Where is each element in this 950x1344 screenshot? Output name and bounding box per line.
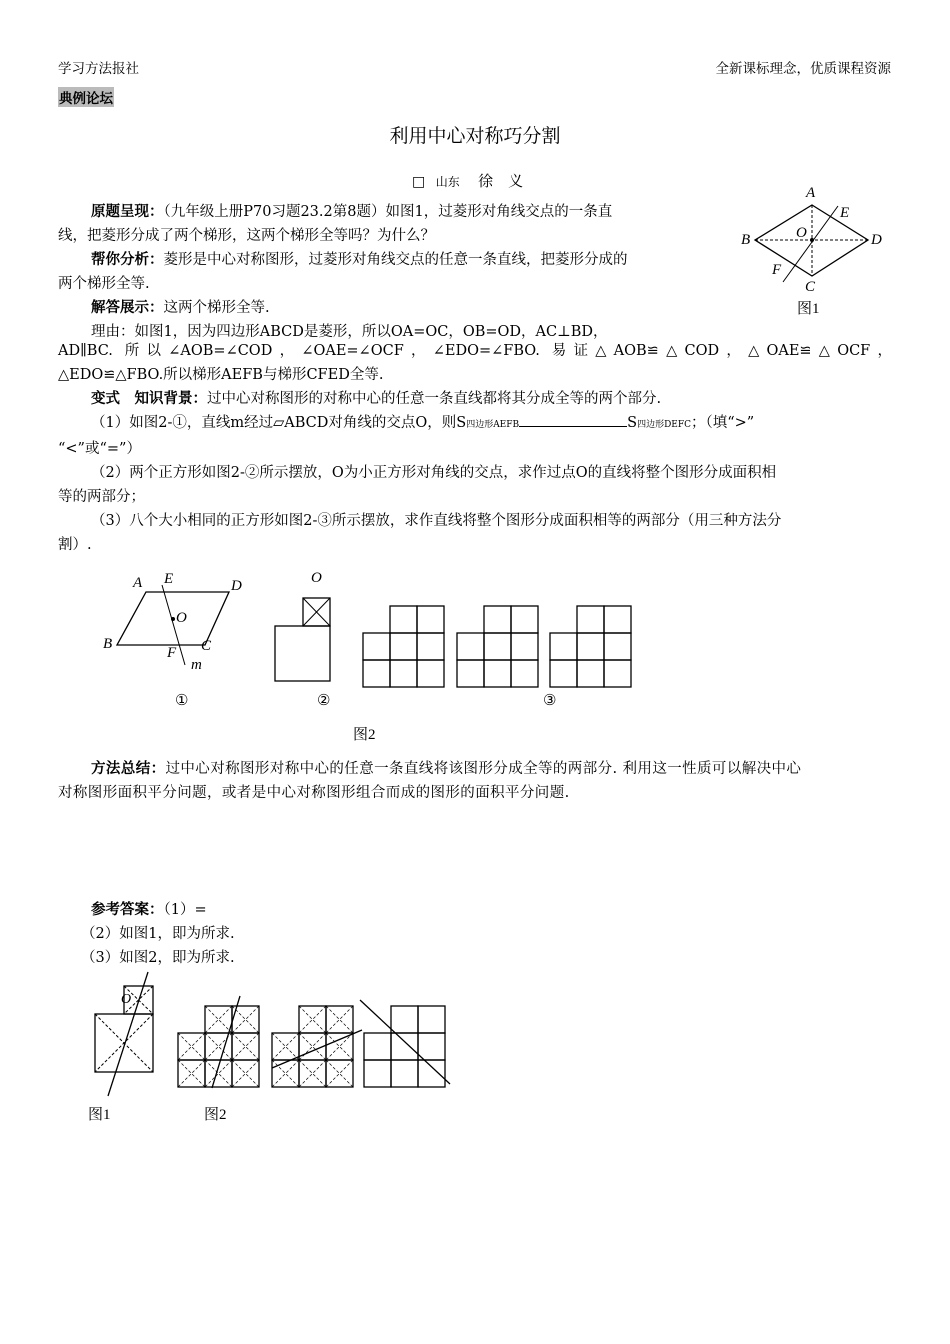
grid-c-cell — [577, 660, 604, 687]
summary-line2: 对称图形面积平分问题，或者是中心对称图形组合而成的图形的面积平分问题. — [58, 785, 570, 801]
label-a-2: A — [133, 575, 143, 591]
grid-c-cell — [550, 660, 577, 687]
ref-caption-2: 图2 — [204, 1107, 227, 1123]
q1-mid: S — [627, 415, 638, 431]
grid-a-cell — [390, 633, 417, 660]
ref-grid-c-cell — [418, 1006, 445, 1033]
grid-b-cell — [457, 633, 484, 660]
ref-answer-line-3 — [272, 1030, 362, 1068]
ref-grid-c-cell — [391, 1033, 418, 1060]
grid-c-cell — [577, 606, 604, 633]
grid-a-cell — [417, 660, 444, 687]
author-region: 山东 — [435, 175, 460, 189]
grid-c-cell — [604, 606, 631, 633]
q3-line2: 割）. — [58, 537, 92, 553]
label-m: m — [191, 657, 202, 673]
page-title: 利用中心对称巧分割 — [389, 125, 561, 147]
author-box: □ — [412, 174, 426, 190]
q1-after: ；（填“>” — [690, 415, 755, 431]
label-a: A — [806, 185, 816, 201]
label-o: O — [796, 225, 807, 241]
label-d-2: D — [231, 578, 242, 594]
answer-text: 这两个梯形全等. — [163, 300, 270, 316]
center-dot-2 — [171, 617, 175, 621]
grid-b-cell — [511, 660, 538, 687]
variant-label: 变式 知识背景： — [91, 390, 207, 407]
ref-grid-c-cell — [391, 1006, 418, 1033]
label-e: E — [840, 205, 850, 221]
label-b: B — [741, 232, 751, 248]
problem-line2: 线，把菱形分成了两个梯形，这两个梯形全等吗？为什么？ — [58, 228, 435, 244]
q2-line1: （2）两个正方形如图2-②所示摆放，O为小正方形对角线的交点，求作过点O的直线将整个图形分成面积相 — [91, 465, 777, 481]
label-f: F — [772, 262, 782, 278]
subcaption-1: ① — [175, 693, 189, 709]
ref-grid-c-cell — [418, 1060, 445, 1087]
grid-a-cell — [390, 660, 417, 687]
label-f-2: F — [167, 645, 177, 661]
label-o-2: O — [176, 610, 187, 626]
label-c: C — [805, 279, 816, 295]
summary-block — [58, 757, 892, 805]
subcaption-2: ② — [317, 693, 331, 709]
problem-line1: （九年级上册P70习题23.2第8题）如图1，过菱形对角线交点的一条直 — [163, 204, 613, 220]
problem-label: 原题呈现： — [91, 203, 164, 220]
reason-line3: △EDO≌△FBO.所以梯形AEFB与梯形CFED全等. — [58, 367, 384, 383]
ref-grid-c-cell — [418, 1033, 445, 1060]
grid-b-cell — [484, 660, 511, 687]
grid-a-cell — [390, 606, 417, 633]
center-dot — [810, 238, 814, 242]
q1-line2: “<”或“=”） — [58, 441, 141, 457]
grid-b-cell — [511, 633, 538, 660]
author-name: 徐 义 — [478, 172, 524, 190]
ref-caption-1: 图1 — [88, 1107, 111, 1123]
header-right: 全新课标理念，优质课程资源 — [715, 61, 891, 77]
q2-line2: 等的两部分； — [58, 489, 145, 505]
subcaption-3: ③ — [543, 693, 557, 709]
q3-line1: （3）八个大小相同的正方形如图2-③所示摆放，求作直线将整个图形分成面积相等的两部分（用三种方法分 — [91, 513, 782, 529]
label-e-2: E — [164, 571, 174, 587]
reason-block — [58, 339, 892, 557]
ref-answer-line-2 — [212, 996, 240, 1088]
grid-c-cell — [604, 660, 631, 687]
grid-c-cell — [550, 633, 577, 660]
figure1-rhombus — [735, 178, 895, 323]
eight-square-grids — [363, 606, 631, 687]
grid-a-cell — [363, 660, 390, 687]
reason-line1: 理由：如图1，因为四边形ABCD是菱形，所以OA=OC，OB=OD，AC⊥BD， — [91, 324, 608, 340]
reference-label: 参考答案： — [91, 901, 164, 918]
ref-grid-c-cell — [364, 1033, 391, 1060]
ref-label-o: O — [121, 992, 132, 1007]
reason-line2: AD∥BC. 所以∠AOB=∠COD，∠OAE=∠OCF，∠EDO=∠FBO. 易证△AOB≌△COD，△OAE≌△OCF， — [58, 343, 892, 359]
reference-a2: （2）如图1，即为所求. — [81, 926, 235, 942]
ref-answer-line-4 — [360, 1000, 450, 1084]
answer-label: 解答展示： — [91, 299, 164, 316]
header-left: 学习方法报社 — [58, 61, 139, 77]
summary-line1: 过中心对称图形对称中心的任意一条直线将该图形分成全等的两部分. 利用这一性质可以解决中心 — [165, 761, 802, 777]
ref-grid-c-cell — [391, 1060, 418, 1087]
grid-c-cell — [577, 633, 604, 660]
q1-blank[interactable] — [519, 412, 627, 427]
section-tag: 典例论坛 — [58, 87, 114, 107]
ref-answer-line-1 — [108, 972, 148, 1096]
reference-a1: （1）= — [163, 902, 207, 918]
q1-line1 — [58, 411, 892, 437]
analysis-line2: 两个梯形全等. — [58, 276, 150, 292]
label-o-square: O — [311, 570, 322, 586]
label-c-2: C — [201, 638, 212, 654]
author-line — [412, 170, 523, 191]
analysis-label: 帮你分析： — [91, 251, 164, 268]
grid-a-cell — [417, 633, 444, 660]
grid-c-cell — [604, 633, 631, 660]
big-square — [275, 626, 330, 681]
grid-b-cell — [457, 660, 484, 687]
grid-a-cell — [363, 633, 390, 660]
reference-a3: （3）如图2，即为所求. — [81, 950, 235, 966]
figure2-caption: 图2 — [353, 727, 376, 743]
summary-label: 方法总结： — [91, 760, 166, 777]
figure1-caption: 图1 — [797, 301, 820, 317]
label-d: D — [871, 232, 882, 248]
problem-block — [58, 200, 718, 344]
reference-block — [58, 898, 892, 970]
q1-sub1: 四边形AEFB — [466, 420, 520, 430]
grid-b-cell — [511, 606, 538, 633]
reference-figures — [80, 968, 460, 1128]
label-b-2: B — [103, 636, 113, 652]
ref-grids — [178, 996, 450, 1088]
grid-a-cell — [417, 606, 444, 633]
grid-b-cell — [484, 606, 511, 633]
variant-intro: 过中心对称图形的对称中心的任意一条直线都将其分成全等的两个部分. — [207, 391, 662, 407]
q1-before: （1）如图2-①，直线m经过▱ABCD对角线的交点O，则S — [91, 415, 467, 431]
q1-sub2: 四边形DEFC — [637, 420, 691, 430]
analysis-line1: 菱形是中心对称图形，过菱形对角线交点的任意一条直线，把菱形分成的 — [163, 252, 628, 268]
figure2 — [95, 565, 655, 750]
grid-b-cell — [484, 633, 511, 660]
ref-grid-c-cell — [364, 1060, 391, 1087]
